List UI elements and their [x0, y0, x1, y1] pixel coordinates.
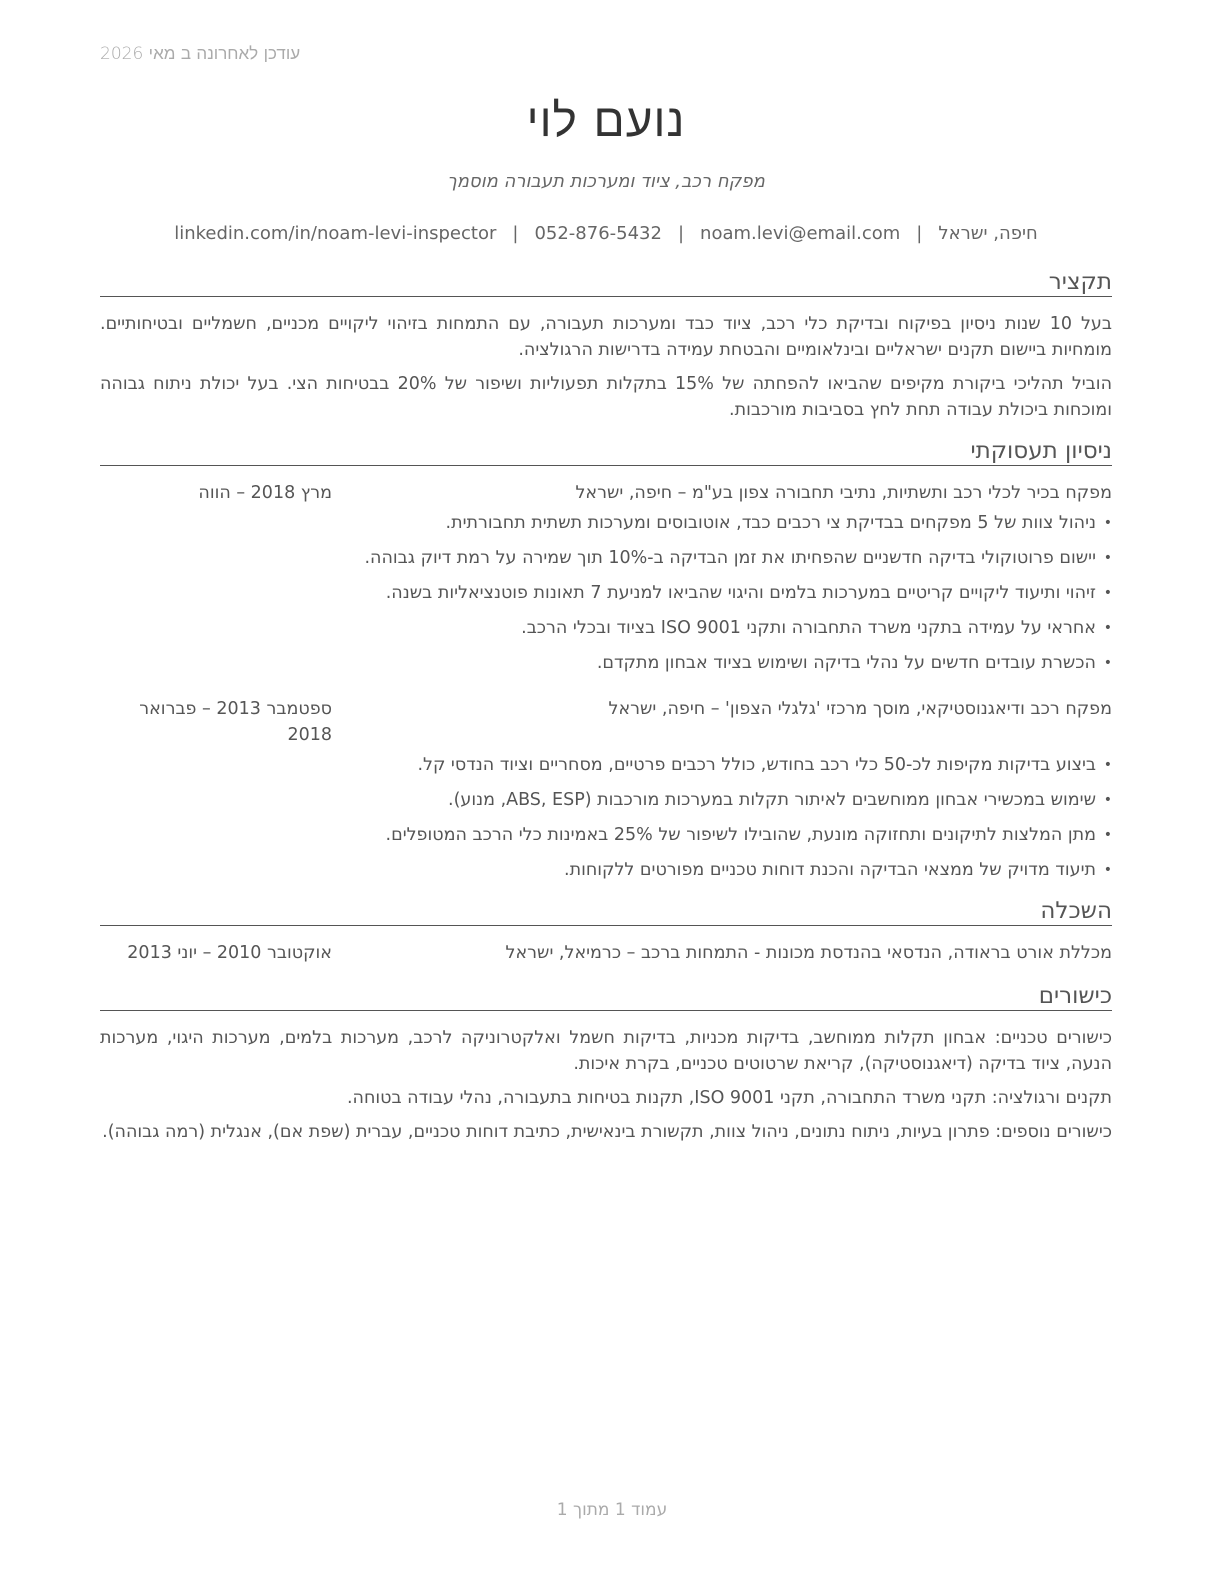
job-bullet: • ביצוע בדיקות מקיפות לכ-50 כלי רכב בחודש, כולל רכבים פרטיים, מסחריים וציוד הנדסי קל. — [100, 752, 1112, 778]
section-title-summary: תקציר — [100, 268, 1112, 297]
page-number: עמוד 1 מתוך 1 — [556, 1500, 668, 1520]
contact-phone: 052-876-5432 — [534, 223, 662, 244]
experience-section — [100, 437, 1112, 883]
education-section — [100, 897, 1112, 966]
candidate-name: נועם לוי — [526, 93, 686, 147]
job-bullet: • יישום פרוטוקולי בדיקה חדשניים שהפחיתו את זמן הבדיקה ב-10% תוך שמירה על רמת דיוק גבוהה. — [100, 545, 1112, 571]
contact-separator: | — [916, 223, 923, 244]
contact-location: חיפה, ישראל — [938, 223, 1038, 244]
skills-paragraph: כישורים נוספים: פתרון בעיות, ניתוח נתונים, ניהול צוות, תקשורת בינאישית, כתיבת דוחות טכניים, עברית (שפת אם), אנגלית (רמה גבוהה). — [102, 1122, 1112, 1142]
education-entry — [100, 940, 1112, 966]
job-bullet: • אחראי על עמידה בתקני משרד התחבורה ותקני ISO 9001 בציוד ובכלי הרכב. — [100, 615, 1112, 641]
summary-paragraph: הוביל תהליכי ביקורת מקיפים שהביאו להפחתה של 15% בתקלות תפעוליות ושיפור של 20% בבטיחות הצי. בעל יכולת ניתוח גבוהה ומוכחות ביכולת עבודה תחת לחץ בסביבות מורכבות. — [100, 374, 1112, 420]
job-bullet: • מתן המלצות לתיקונים ותחזוקה מונעת, שהובילו לשיפור של 25% באמינות כלי הרכב המטופלים. — [100, 822, 1112, 848]
job-dates: ספטמבר 2013 – פברואר 2018 — [139, 699, 332, 745]
summary-paragraph: בעל 10 שנות ניסיון בפיקוח ובדיקת כלי רכב, ציוד כבד ומערכות תעבורה, עם התמחות בזיהוי ליקויים מכניים, חשמליים ובטיחותיים. מומחיות ביישום תקנים ישראליים ובינלאומיים והבטחת עמידה בדרישות הרגולציה. — [100, 314, 1112, 360]
contact-separator: | — [677, 223, 685, 244]
section-title-education: השכלה — [100, 897, 1112, 926]
contact-email[interactable]: noam.levi@email.com — [700, 223, 901, 244]
job-entry — [100, 696, 1112, 883]
resume-content — [100, 92, 1112, 1153]
job-entry — [100, 480, 1112, 676]
job-header — [100, 480, 1112, 506]
job-bullet: • שימוש במכשירי אבחון ממוחשבים לאיתור תקלות במערכות מורכבות (ABS, ESP, מנוע). — [100, 787, 1112, 813]
contact-separator: | — [512, 223, 519, 244]
job-bullet: • זיהוי ותיעוד ליקויים קריטיים במערכות בלמים והיגוי שהביאו למניעת 7 תאונות פוטנציאליות בשנה. — [100, 580, 1112, 606]
job-header — [100, 696, 1112, 748]
job-bullet: • תיעוד מדויק של ממצאי הבדיקה והכנת דוחות טכניים מפורטים ללקוחות. — [100, 857, 1112, 883]
skills-paragraph: כישורים טכניים: אבחון תקלות ממוחשב, בדיקות מכניות, בדיקות חשמל ואלקטרוניקה לרכב, מערכות בלמים, מערכות היגוי, מערכות הנעה, ציוד בדיקה (דיאגנוסטיקה), קריאת שרטוטים טכניים, בקרת איכות. — [100, 1028, 1112, 1074]
job-bullets — [100, 752, 1112, 883]
education-dates: אוקטובר 2010 – יוני 2013 — [127, 943, 332, 963]
job-bullets — [100, 510, 1112, 676]
contact-line — [100, 222, 1112, 246]
contact-linkedin[interactable]: linkedin.com/in/noam-levi-inspector — [174, 223, 497, 244]
skills-section — [100, 982, 1112, 1145]
education-title: מכללת אורט בראודה, הנדסאי בהנדסת מכונות - התמחות ברכב – כרמיאל, ישראל — [505, 943, 1112, 963]
skills-paragraph: תקנים ורגולציה: תקני משרד התחבורה, תקני ISO 9001, תקנות בטיחות בתעבורה, נהלי עבודה בטוחה. — [346, 1088, 1112, 1108]
job-dates: מרץ 2018 – הווה — [198, 483, 332, 503]
last-updated: עודכן לאחרונה ב מאי 2026 — [100, 44, 301, 64]
job-title: מפקח בכיר לכלי רכב ותשתיות, נתיבי תחבורה צפון בע"מ – חיפה, ישראל — [575, 483, 1112, 503]
job-bullet: • ניהול צוות של 5 מפקחים בבדיקת צי רכבים כבד, אוטובוסים ומערכות תשתית תחבורתית. — [100, 510, 1112, 536]
section-title-experience: ניסיון תעסוקתי — [100, 437, 1112, 466]
summary-section — [100, 268, 1112, 423]
job-title: מפקח רכב ודיאגנוסטיקאי, מוסך מרכזי 'גלגלי הצפון' – חיפה, ישראל — [608, 699, 1112, 719]
section-title-skills: כישורים — [100, 982, 1112, 1011]
job-bullet: • הכשרת עובדים חדשים על נהלי בדיקה ושימוש בציוד אבחון מתקדם. — [100, 650, 1112, 676]
candidate-subtitle: מפקח רכב, ציוד ומערכות תעבורה מוסמך — [447, 171, 765, 192]
